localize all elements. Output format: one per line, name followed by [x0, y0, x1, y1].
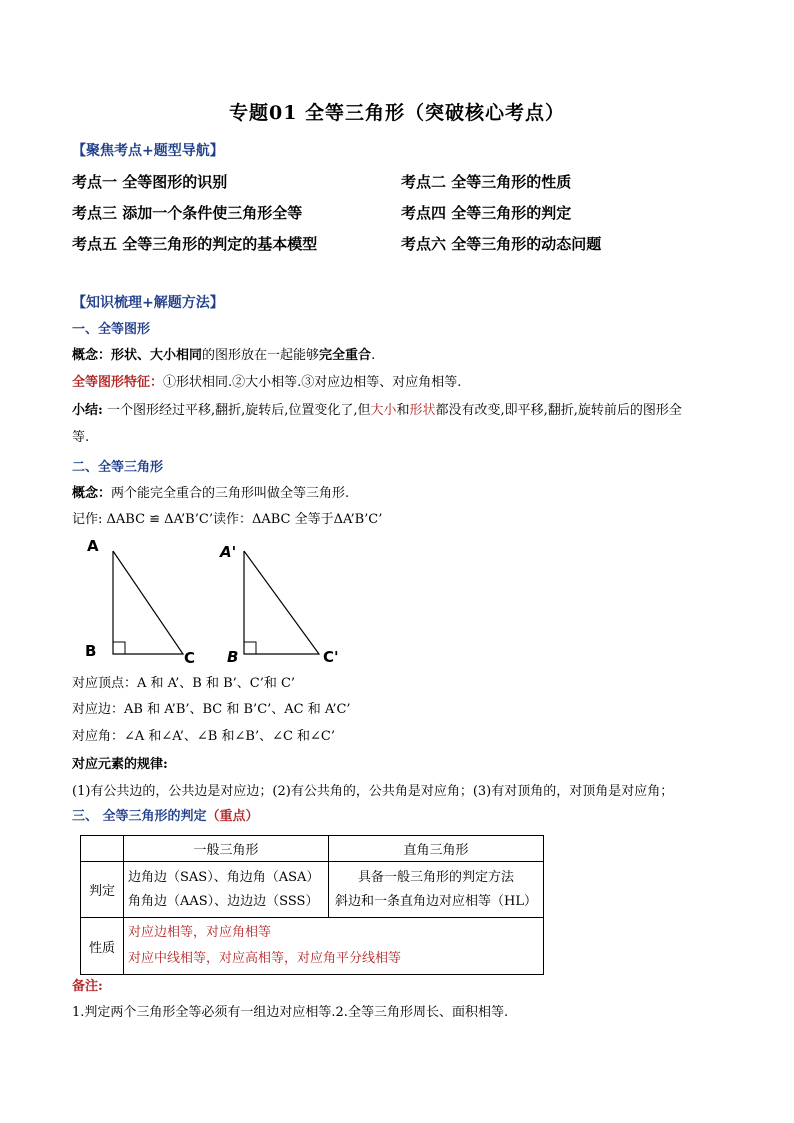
table-row-criteria: [81, 862, 544, 918]
nav-header: 【聚焦考点+题型导航】: [72, 143, 224, 159]
label-b: B: [85, 642, 97, 660]
concept-bold2: 完全重合: [319, 348, 372, 363]
table-col-right: 直角三角形: [329, 836, 544, 862]
criteria-general-line1: 边角边（SAS）、角边角（ASA）: [128, 869, 320, 885]
section2-concept: [72, 484, 349, 504]
label-c: C: [184, 649, 196, 667]
corresponding-vertices: 对应顶点：A 和 A’、B 和 B’、C’和 C’: [72, 676, 296, 691]
row-label-properties: 性质: [81, 918, 124, 975]
row-label-criteria: 判定: [81, 862, 124, 918]
kaodian-3: 考点三 添加一个条件使三角形全等: [72, 204, 303, 222]
kaodian-2: 考点二 全等三角形的性质: [401, 173, 572, 191]
label-a-prime: A': [220, 543, 237, 561]
criteria-right-cell: [329, 862, 544, 918]
kaodian-1: 考点一 全等图形的识别: [72, 173, 228, 191]
label-c-prime: C': [323, 648, 339, 666]
summary-text-c: 都没有改变,即平移,翻折,旋转前后的图形全: [435, 403, 682, 418]
concept-label: 概念：: [72, 348, 112, 363]
page-title: 专题01 全等三角形（突破核心考点）: [228, 102, 566, 124]
summary-text-b: 和: [396, 403, 410, 418]
section3-heading: [72, 807, 259, 827]
label-a: A: [87, 537, 99, 555]
note-label: 备注:: [72, 979, 103, 994]
properties-cell: [124, 918, 544, 975]
right-angle-mark-b: [113, 642, 125, 654]
corresponding-angles: 对应角：∠A 和∠A’、∠B 和∠B’、∠C 和∠C’: [72, 729, 336, 744]
summary-label: 小结:: [72, 403, 103, 418]
section1-heading: 一、全等图形: [72, 322, 151, 337]
kaodian-6: 考点六 全等三角形的动态问题: [401, 235, 602, 253]
concept2-text: 两个能完全重合的三角形叫做全等三角形.: [111, 486, 350, 501]
criteria-right-line2: 斜边和一条直角边对应相等（HL）: [335, 893, 537, 909]
concept-mid: 的图形放在一起能够: [202, 348, 320, 363]
summary-red-size: 大小: [370, 403, 397, 418]
section1-feature: [72, 373, 461, 393]
triangle-abc: [113, 551, 183, 654]
feature-text: ①形状相同.②大小相等.③对应边相等、对应角相等.: [163, 375, 462, 390]
properties-line1: 对应边相等，对应角相等: [128, 925, 272, 940]
feature-label: 全等图形特征：: [72, 375, 164, 390]
triangle-abc-prime: [244, 551, 319, 654]
table-row-properties: [81, 918, 544, 975]
table-col-general: 一般三角形: [124, 836, 329, 862]
section2-heading: 二、全等三角形: [72, 460, 164, 475]
notation-line: 记作: ΔABC ≌ ΔA’B’C’读作：ΔABC 全等于ΔA’B’C’: [72, 512, 383, 527]
summary-text-a: 一个图形经过平移,翻折,旋转后,位置变化了,但: [102, 403, 371, 418]
label-b-prime: B: [227, 648, 239, 666]
criteria-table: [80, 835, 544, 975]
section1-summary: [72, 401, 732, 421]
criteria-general-line2: 角角边（AAS）、边边边（SSS）: [128, 893, 319, 909]
concept2-label: 概念：: [72, 486, 112, 501]
summary-continuation: 等.: [72, 430, 90, 445]
rule-heading: 对应元素的规律:: [72, 757, 168, 772]
knowledge-header: 【知识梳理+解题方法】: [72, 295, 224, 311]
congruent-triangles-figure: [72, 535, 372, 670]
section3-key-tag: （重点）: [206, 809, 259, 824]
table-corner: [81, 836, 124, 862]
kaodian-5: 考点五 全等三角形的判定的基本模型: [72, 235, 318, 253]
criteria-general-cell: [124, 862, 329, 918]
right-angle-mark-b-prime: [244, 642, 256, 654]
kaodian-4: 考点四 全等三角形的判定: [401, 204, 572, 222]
properties-line2: 对应中线相等，对应高相等，对应角平分线相等: [128, 951, 402, 966]
concept-end: .: [371, 348, 376, 363]
corresponding-sides: 对应边：AB 和 A’B’、BC 和 B’C’、AC 和 A’C’: [72, 702, 351, 717]
note-text: 1.判定两个三角形全等必须有一组边对应相等.2.全等三角形周长、面积相等.: [72, 1005, 509, 1020]
table-header-row: [81, 836, 544, 862]
concept-bold: 形状、大小相同: [111, 348, 203, 363]
section3-heading-text: 三、 全等三角形的判定: [72, 809, 207, 824]
rule-text: (1)有公共边的，公共边是对应边；(2)有公共角的，公共角是对应角；(3)有对顶角的，对顶角是对应角；: [72, 784, 674, 799]
summary-red-shape: 形状: [409, 403, 436, 418]
section1-concept: [72, 346, 375, 366]
criteria-right-line1: 具备一般三角形的判定方法: [357, 869, 514, 885]
